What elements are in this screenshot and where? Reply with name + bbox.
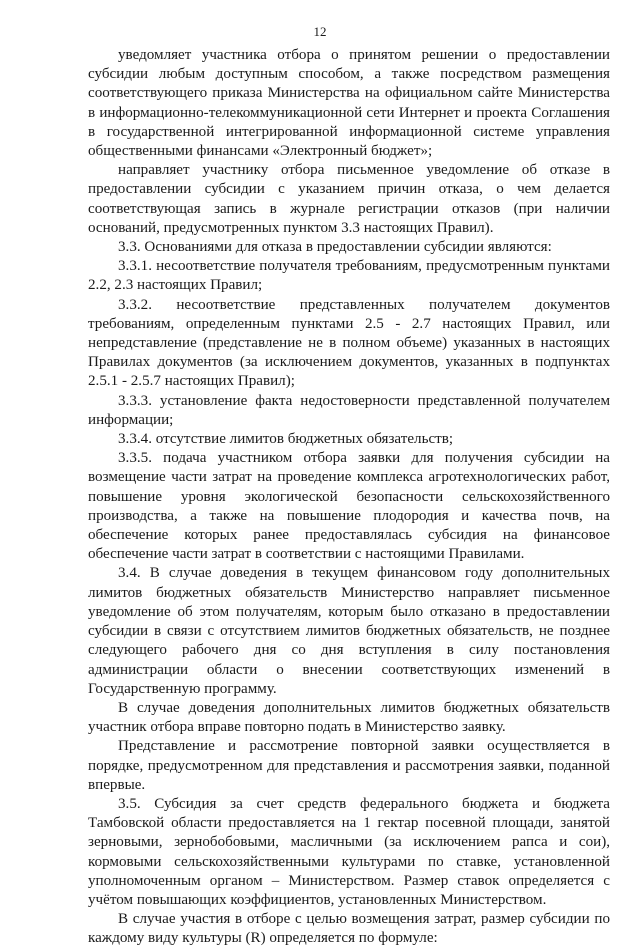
paragraph-notify-decision: уведомляет участника отбора о принятом решении о предоставлении субсидии любым доступным способом, а также посредством размещения соответствующего приказа Министерства на официальном сайте Министерства в информационно-телекоммуникационной сети Интернет и проекта Соглашения в государственной интегрированной информационной системе управления общественными финансами «Электронный бюджет»; (88, 47, 610, 160)
paragraph-3-3-2: 3.3.2. несоответствие представленных получателем документов требованиям, определенным пунктами 2.5 - 2.7 настоящих Правил, или непредставление (представление не в полном объеме) указанных в настоящих Правилах документов (за исключением документов, указанных в подпунктах 2.5.1 - 2.5.7 настоящих Правил); (88, 296, 610, 390)
paragraph-formula-intro: В случае участия в отборе с целью возмещения затрат, размер субсидии по каждому виду культуры (R) определяется по формуле: (88, 911, 610, 947)
document-body (88, 46, 610, 949)
paragraph-3-3-4: 3.3.4. отсутствие лимитов бюджетных обязательств; (118, 431, 454, 448)
paragraph-notify-refusal: направляет участнику отбора письменное уведомление об отказе в предоставлении субсидии с указанием причин отказа, о чем делается соответствующая запись в журнале регистрации отказов (при наличии оснований, предусмотренных пунктом 3.3 настоящих Правил). (88, 162, 610, 236)
paragraph-3-3: 3.3. Основаниями для отказа в предоставлении субсидии являются: (118, 239, 552, 256)
paragraph-3-5: 3.5. Субсидия за счет средств федерального бюджета и бюджета Тамбовской области предоставляется на 1 гектар посевной площади, занятой зерновыми, зернобобовыми, масличными (за исключением рапса и сои), кормовыми сельскохозяйственными культурами по ставке, установленной уполномоченным органом – Министерством. Размер ставок определяется с учётом повышающих коэффициентов, установленных Министерством. (88, 795, 610, 908)
paragraph-3-3-3: 3.3.3. установление факта недостоверности представленной получателем информации; (88, 392, 610, 428)
paragraph-additional-limits: В случае доведения дополнительных лимитов бюджетных обязательств участник отбора вправе повторно подать в Министерство заявку. (88, 699, 610, 736)
paragraph-3-3-5: 3.3.5. подача участником отбора заявки для получения субсидии на возмещение части затрат на проведение комплекса агротехнологических работ, повышение уровня экологической безопасности сельскохозяйственного производства, а также на повышение плодородия и качества почв, на обеспечение которых ранее предоставлялась субсидия на финансовое обеспечение части затрат в соответствии с настоящими Правилами. (88, 450, 610, 563)
paragraph-3-3-1: 3.3.1. несоответствие получателя требованиям, предусмотренным пунктами 2.2, 2.3 настоящих Правил; (88, 258, 610, 294)
paragraph-3-4: 3.4. В случае доведения в текущем финансовом году дополнительных лимитов бюджетных обязательств Министерство направляет письменное уведомление об этом получателям, которым было отказано в предоставлении субсидии в связи с отсутствием лимитов бюджетных обязательств, не позднее следующего рабочего дня со дня вступления в силу постановления администрации области о внесении соответствующих изменений в Государственную программу. (88, 565, 610, 697)
page-number: 12 (313, 24, 327, 39)
paragraph-repeat-application: Представление и рассмотрение повторной заявки осуществляется в порядке, предусмотренном для представления и рассмотрения заявки, поданной впервые. (88, 738, 610, 793)
